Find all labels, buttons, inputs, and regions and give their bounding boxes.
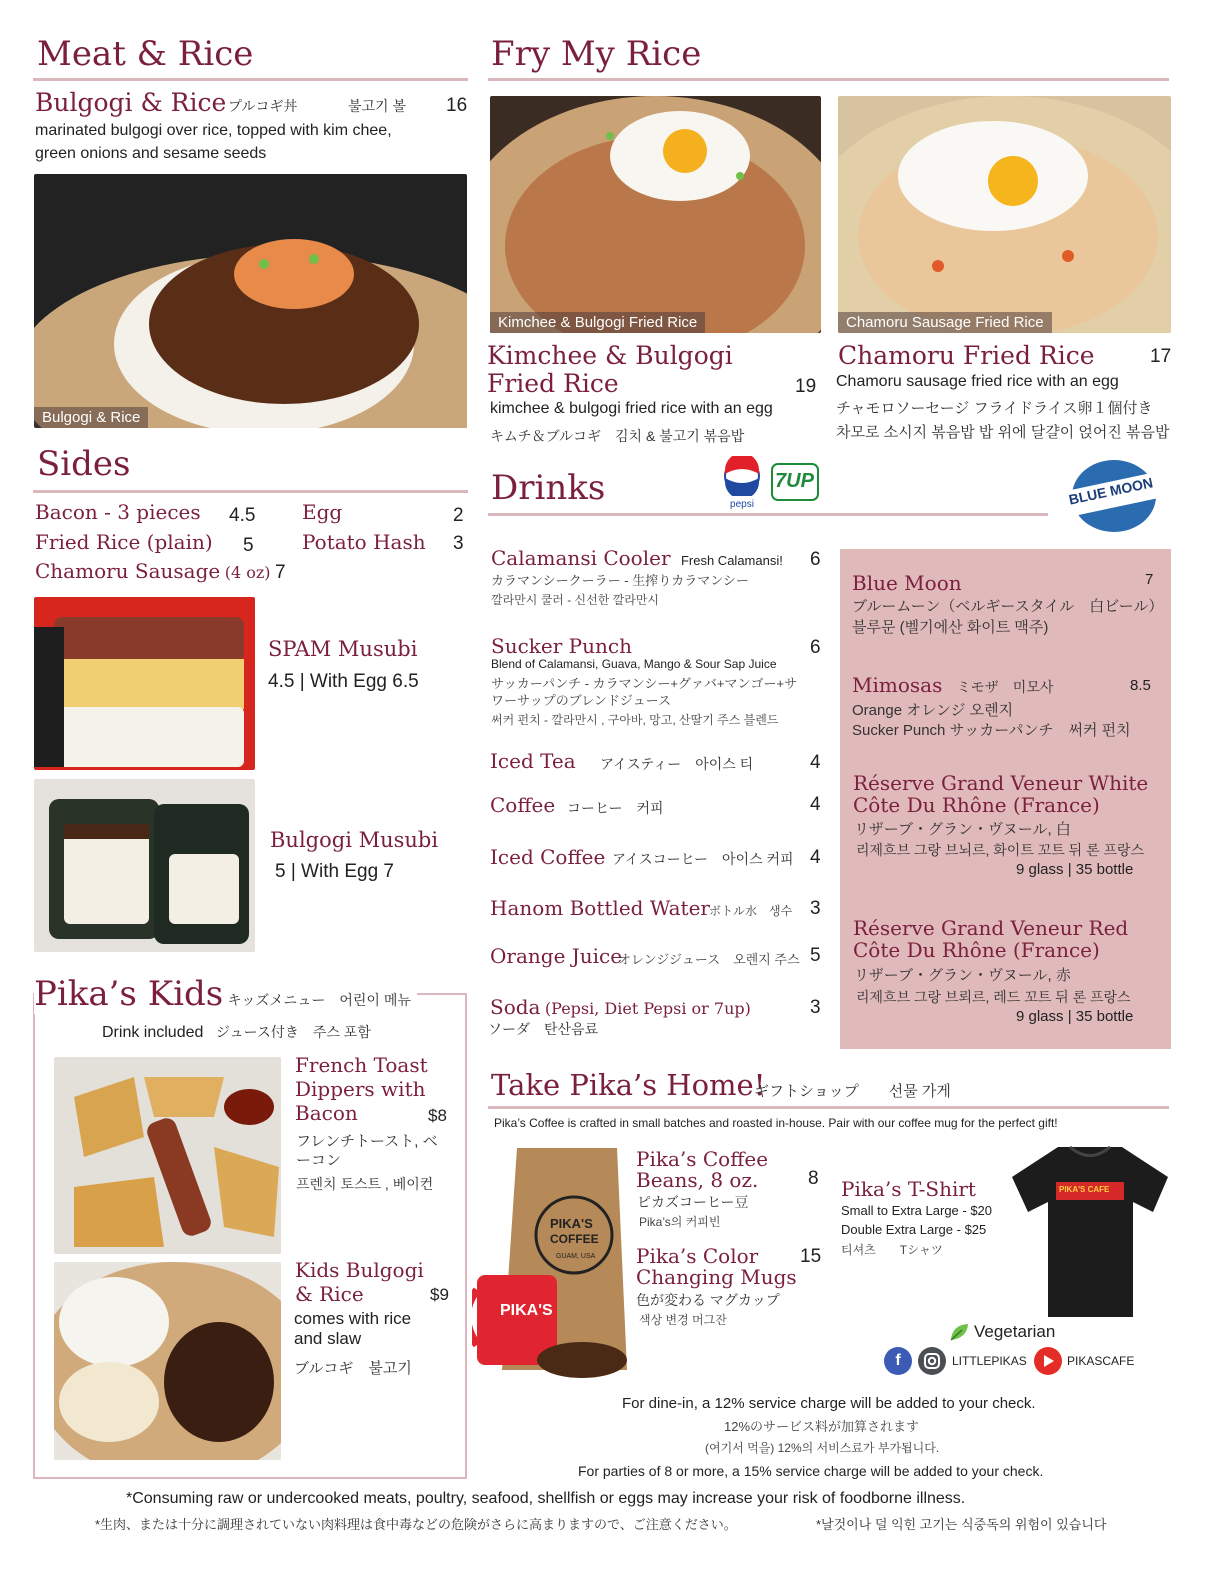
mug-name-2: Changing Mugs — [636, 1265, 797, 1289]
mug-label: PIKA'S — [500, 1302, 553, 1319]
mimosa-jp-kr: ミモザ 미모사 — [956, 679, 1054, 695]
drink-coffee-jp-kr: コーヒー 커피 — [567, 800, 664, 816]
service-charge-2: For parties of 8 or more, a 15% service charge will be added to your check. — [578, 1463, 1044, 1479]
kids-title-jp-kr: キッズメニュー 어린이 메뉴 — [227, 992, 411, 1008]
french-toast-photo — [54, 1057, 281, 1254]
drinks-title: Drinks — [491, 468, 606, 508]
food-warning-kr: *날것이나 덜 익힌 고기는 식중독의 위험이 있습니다 — [816, 1517, 1107, 1532]
vegetarian-legend — [948, 1322, 1055, 1342]
side-chamoru-note: (4 oz) — [224, 563, 271, 582]
kids-bulgogi-price: $9 — [430, 1285, 449, 1304]
fry-rice-title: Fry My Rice — [491, 34, 702, 74]
drink-calamansi — [491, 546, 783, 570]
mimosa-line-1: Orange オレンジ 오렌지 — [852, 702, 1014, 719]
kids-bulgogi-illustration — [54, 1262, 281, 1460]
facebook-icon[interactable]: f — [884, 1347, 912, 1375]
drink-iced-coffee-jp-kr: アイスコーヒー 아이스 커피 — [612, 851, 794, 867]
red-wine-name-2: Côte Du Rhône (France) — [853, 938, 1100, 962]
drink-soda-price: 3 — [810, 997, 821, 1018]
french-toast-price: $8 — [428, 1106, 447, 1125]
pepsi-logo — [722, 456, 762, 510]
sides-title: Sides — [37, 444, 131, 484]
side-chamoru-sausage — [35, 559, 286, 584]
french-toast-name-1: French Toast — [295, 1053, 428, 1077]
coffee-bag-label-1: PIKA'S — [550, 1216, 593, 1231]
kids-bulgogi-name-1: Kids Bulgogi — [295, 1258, 424, 1282]
service-charge-1-jp: 12%のサービス料が加算されます — [724, 1419, 920, 1434]
sevenup-label: 7UP — [775, 470, 814, 492]
kimchee-fried-rice-jp-kr: キムチ＆ブルコギ 김치 & 불고기 볶음밥 — [490, 428, 745, 444]
food-warning: *Consuming raw or undercooked meats, poultry, seafood, shellfish or eggs may increase your risk of foodborne illness. — [126, 1490, 966, 1507]
drink-soda-jp-kr: ソーダ 탄산음료 — [488, 1021, 599, 1037]
mimosa-line-2: Sucker Punch サッカーパンチ 써커 펀치 — [852, 722, 1131, 739]
bulgogi-rice-price: 16 — [446, 95, 468, 116]
drink-iced-tea-name: Iced Tea — [490, 749, 576, 773]
french-toast-name-3: Bacon — [295, 1101, 358, 1125]
coffee-bag-label-2: COFFEE — [550, 1232, 599, 1246]
bluemoon-price: 7 — [1145, 571, 1154, 588]
kids-bulgogi-desc-2: and slaw — [294, 1329, 362, 1348]
kids-drink-line — [102, 1022, 371, 1042]
drink-coffee-price: 4 — [810, 794, 821, 815]
kids-bulgogi-desc-1: comes with rice — [294, 1309, 412, 1328]
side-egg-name: Egg — [302, 500, 343, 524]
bluemoon-name: Blue Moon — [852, 571, 962, 595]
side-bacon-name: Bacon - 3 pieces — [35, 500, 201, 524]
bulgogi-rice-kr: 불고기 볼 — [348, 98, 406, 114]
side-bacon-price: 4.5 — [229, 505, 256, 526]
coffee-bag-label-3: GUAM, USA — [556, 1253, 596, 1260]
coffee-beans-kr: Pika’s의 커피빈 — [639, 1215, 721, 1229]
tshirt-illustration — [1008, 1142, 1172, 1320]
drink-calamansi-sub: Fresh Calamansi! — [680, 553, 783, 568]
kids-drink-jp-kr: ジュース付き 주스 포함 — [215, 1024, 371, 1040]
social-handle-2[interactable]: PIKASCAFE — [1067, 1354, 1135, 1368]
instagram-icon[interactable] — [918, 1347, 946, 1375]
drink-iced-tea-jp-kr: アイスティー 아이스 티 — [600, 756, 754, 772]
youtube-play-icon — [1041, 1354, 1055, 1368]
drink-iced-tea-price: 4 — [810, 752, 821, 773]
red-wine-price: 9 glass | 35 bottle — [1016, 1008, 1134, 1025]
tshirt-label: PIKA'S CAFE — [1059, 1185, 1110, 1194]
coffee-products-illustration — [472, 1140, 632, 1386]
kids-bulgogi-name-2: & Rice — [295, 1282, 364, 1306]
sides-rule — [33, 490, 468, 493]
drink-sucker-punch-kr: 써커 펀치 - 깔라만시 , 구아바, 망고, 산딸기 주스 블렌드 — [491, 713, 779, 727]
side-potato-hash-name: Potato Hash — [302, 530, 426, 554]
chamoru-fried-rice-kr: 차모로 소시지 볶음밥 밥 위에 달걀이 얹어진 볶음밥 — [836, 424, 1170, 441]
coffee-beans-jp: ピカズコーヒー豆 — [637, 1194, 749, 1210]
mug-jp: 色が変わる マグカップ — [636, 1292, 780, 1308]
red-wine-name-1: Réserve Grand Veneur Red — [853, 916, 1129, 940]
mug-price: 15 — [800, 1246, 822, 1267]
drink-calamansi-price: 6 — [810, 549, 821, 570]
red-wine-jp: リザーブ・グラン・ヴヌール, 赤 — [854, 967, 1071, 984]
drink-soda — [490, 995, 751, 1019]
chamoru-fried-rice-name: Chamoru Fried Rice — [838, 341, 1095, 370]
youtube-icon[interactable] — [1034, 1347, 1062, 1375]
mimosa-price: 8.5 — [1130, 677, 1151, 694]
chamoru-fried-rice-jp: チャモロソーセージ フライドライス卵１個付き — [836, 400, 1153, 417]
chamoru-fried-rice-caption: Chamoru Sausage Fried Rice — [838, 312, 1052, 333]
spam-musubi-price: 4.5 | With Egg 6.5 — [268, 671, 419, 692]
pepsi-icon — [722, 456, 762, 496]
drink-soda-note: (Pepsi, Diet Pepsi or 7up) — [544, 999, 751, 1018]
social-handle-1[interactable]: LITTLEPIKAS — [952, 1354, 1027, 1368]
bluemoon-label: BLUE MOON — [1067, 474, 1155, 508]
bluemoon-kr: 블루문 (벨기에산 화이트 맥주) — [852, 619, 1049, 636]
tshirt-jp-kr: 티셔츠 Tシャツ — [841, 1243, 943, 1257]
drink-water-jp-kr: ボトル水 생수 — [709, 904, 793, 918]
drink-coffee-name: Coffee — [490, 793, 556, 817]
bluemoon-logo — [1062, 456, 1158, 534]
white-wine-name-2: Côte Du Rhône (France) — [853, 793, 1100, 817]
service-charge-1-kr: (여기서 먹을) 12%의 서비스료가 부가됩니다. — [705, 1441, 940, 1455]
coffee-beans-name-2: Beans, 8 oz. — [636, 1168, 759, 1192]
coffee-beans-price: 8 — [808, 1168, 819, 1189]
bulgogi-rice-jp: プルコギ丼 — [228, 98, 298, 114]
meat-rice-rule — [33, 78, 468, 81]
coffee-bag-mug-icon — [472, 1140, 632, 1386]
bluemoon-jp: ブルームーン（ベルギースタイル 白ビール） — [852, 598, 1164, 615]
bulgogi-rice-name: Bulgogi & Rice — [35, 88, 227, 117]
kimchee-fried-rice-name-1: Kimchee & Bulgogi — [487, 341, 733, 370]
kimchee-fried-rice-photo — [490, 96, 821, 333]
drink-orange-juice-jp-kr: オレンジジュース 오렌지 주스 — [618, 952, 800, 967]
french-toast-name-2: Dippers with — [295, 1077, 426, 1101]
take-home-blurb: Pika’s Coffee is crafted in small batches and roasted in-house. Pair with our coffee mug for the perfect gift! — [494, 1116, 1058, 1130]
bulgogi-rice-photo — [34, 174, 467, 428]
side-potato-hash-price: 3 — [453, 533, 464, 554]
meat-rice-title: Meat & Rice — [37, 34, 254, 74]
drink-water-price: 3 — [810, 898, 821, 919]
chamoru-fried-rice-price: 17 — [1150, 346, 1172, 367]
drinks-rule — [488, 513, 1048, 516]
bulgogi-musubi-price: 5 | With Egg 7 — [275, 861, 394, 882]
mug-kr: 색상 변경 머그잔 — [639, 1313, 727, 1327]
spam-musubi-name: SPAM Musubi — [268, 637, 418, 661]
drink-sucker-punch-sub: Blend of Calamansi, Guava, Mango & Sour Sap Juice — [491, 657, 777, 671]
drink-sucker-punch-price: 6 — [810, 637, 821, 658]
pepsi-label: pepsi — [730, 499, 754, 510]
white-wine-price: 9 glass | 35 bottle — [1016, 861, 1134, 878]
spam-musubi-illustration — [34, 597, 255, 770]
side-fried-rice-price: 5 — [243, 535, 254, 556]
tshirt-name: Pika’s T-Shirt — [841, 1177, 976, 1201]
kids-bulgogi-jp-kr: ブルコギ 불고기 — [294, 1360, 412, 1377]
tshirt-line-2: Double Extra Large - $25 — [841, 1222, 987, 1237]
bulgogi-musubi-photo — [34, 779, 255, 952]
drink-sucker-punch-jp-1: サッカーパンチ - カラマンシー+グァバ+マンゴー+サ — [491, 676, 798, 691]
mimosa-name: Mimosas — [852, 673, 943, 697]
side-chamoru-price: 7 — [274, 562, 286, 583]
drink-iced-coffee-name: Iced Coffee — [490, 845, 606, 869]
kids-drink-text: Drink included — [102, 1024, 204, 1041]
bulgogi-rice-caption: Bulgogi & Rice — [34, 407, 148, 428]
leaf-icon — [948, 1322, 970, 1342]
red-wine-kr: 리제흐브 그랑 브뢰르, 레드 꼬트 뒤 론 프랑스 — [856, 989, 1131, 1005]
kimchee-fried-rice-name-2: Fried Rice — [487, 369, 619, 398]
chamoru-fried-rice-desc: Chamoru sausage fried rice with an egg — [836, 373, 1119, 390]
kids-title: Pika’s Kids — [34, 974, 224, 1014]
chamoru-fried-rice-photo — [838, 96, 1171, 333]
coffee-beans-name-1: Pika’s Coffee — [636, 1147, 769, 1171]
french-toast-kr: 프렌치 토스트 , 베이컨 — [296, 1176, 434, 1192]
spam-musubi-photo — [34, 597, 255, 770]
tshirt-icon — [1008, 1142, 1172, 1320]
kids-title-wrap — [34, 974, 417, 1014]
drink-water-name: Hanom Bottled Water — [490, 896, 710, 920]
kimchee-fried-rice-desc: kimchee & bulgogi fried rice with an egg — [490, 400, 773, 417]
white-wine-kr: 리제흐브 그랑 브뇌르, 화이트 꼬트 뒤 론 프랑스 — [856, 842, 1145, 858]
drink-sucker-punch-jp-2: ワーサップのブレンドジュース — [491, 693, 671, 708]
fry-rice-rule — [488, 78, 1169, 81]
side-chamoru-name: Chamoru Sausage — [35, 559, 221, 583]
drink-calamansi-name: Calamansi Cooler — [491, 546, 671, 570]
take-home-rule — [488, 1106, 1169, 1109]
kimchee-fried-rice-illustration — [490, 96, 821, 333]
bulgogi-rice-illustration — [34, 174, 467, 428]
mimosa-row — [852, 673, 1053, 697]
white-wine-jp: リザーブ・グラン・ヴヌール, 白 — [854, 821, 1071, 838]
drink-orange-juice-price: 5 — [810, 945, 821, 966]
mug-name-1: Pika’s Color — [636, 1244, 759, 1268]
kimchee-fried-rice-price: 19 — [795, 376, 817, 397]
kimchee-fried-rice-caption: Kimchee & Bulgogi Fried Rice — [490, 312, 705, 333]
drink-calamansi-jp: カラマンシークーラー - 生搾りカラマンシー — [491, 573, 749, 588]
drink-orange-juice-name: Orange Juice — [490, 944, 623, 968]
take-home-jp-kr: ギフトショップ 선물 가게 — [754, 1083, 951, 1100]
side-fried-rice-name: Fried Rice (plain) — [35, 530, 213, 554]
french-toast-jp-1: フレンチトースト, ベ — [296, 1133, 438, 1150]
side-egg-price: 2 — [453, 505, 464, 526]
drink-calamansi-kr: 깔라만시 쿨러 - 신선한 깔라만시 — [491, 593, 660, 607]
food-warning-jp: *生肉、または十分に調理されていない肉料理は食中毒などの危険がさらに高まりますので、ご注意ください。 — [95, 1517, 737, 1532]
instagram-glyph-icon — [924, 1353, 940, 1369]
vegetarian-label: Vegetarian — [974, 1322, 1056, 1341]
bulgogi-rice-desc-1: marinated bulgogi over rice, topped with kim chee, — [35, 122, 392, 139]
service-charge-1: For dine-in, a 12% service charge will be added to your check. — [622, 1395, 1036, 1412]
bulgogi-musubi-illustration — [34, 779, 255, 952]
kids-top-rule-right — [414, 993, 467, 995]
take-home-title: Take Pika’s Home! — [491, 1068, 766, 1102]
tshirt-line-1: Small to Extra Large - $20 — [841, 1203, 993, 1218]
drink-soda-name: Soda — [490, 995, 541, 1019]
drink-iced-coffee-price: 4 — [810, 847, 821, 868]
white-wine-name-1: Réserve Grand Veneur White — [853, 771, 1149, 795]
bulgogi-rice-desc-2: green onions and sesame seeds — [35, 145, 267, 162]
chamoru-fried-rice-illustration — [838, 96, 1171, 333]
drink-sucker-punch-name: Sucker Punch — [491, 634, 632, 658]
bulgogi-musubi-name: Bulgogi Musubi — [270, 828, 439, 852]
french-toast-jp-2: ーコン — [296, 1152, 342, 1169]
kids-bulgogi-photo — [54, 1262, 281, 1460]
french-toast-illustration — [54, 1057, 281, 1254]
sevenup-logo — [770, 460, 820, 504]
